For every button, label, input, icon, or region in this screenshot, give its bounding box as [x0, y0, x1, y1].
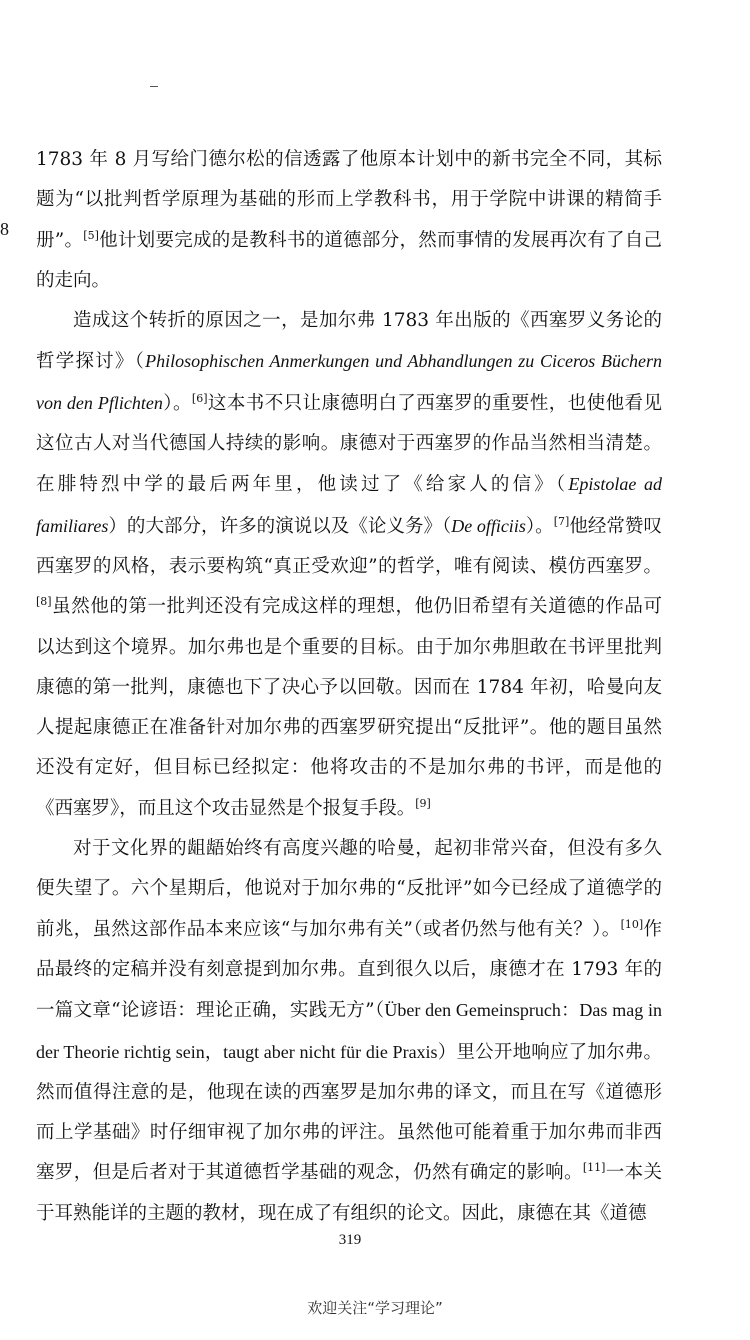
text-run: ）里公开地响应了加尔弗。然而值得注意的是，他现在读的西塞罗是加尔弗的译文，而且在写《道德形而上学基础》时仔细审视了加尔弗的评注。虽然他可能着重于加尔弗而非西塞罗，但是后者对于其道德哲学基础的观念，仍然有确定的影响。 — [36, 1041, 662, 1184]
text-run: 造成这个转折的原因之一，是加尔弗 1783 年出版的《西塞罗义务论的哲学探讨》（ — [36, 310, 662, 373]
body-text — [36, 140, 662, 1234]
latin-title: Epistolae ad familiares — [36, 474, 662, 536]
text-run: 1783 年 8 月写给门德尔松的信透露了他原本计划中的新书完全不同，其标题为“以批判哲学原理为基础的形而上学教科书，用于学院中讲课的精简手册”。 — [36, 149, 662, 251]
german-title: Über den Gemeinspruch：Das mag in der Theorie richtig sein，taugt aber nicht für die Praxis — [36, 1000, 662, 1062]
footnote-ref-10: [10] — [620, 917, 644, 931]
paragraph-1 — [36, 140, 662, 301]
paragraph-2 — [36, 301, 662, 829]
text-run: 这本书不只让康德明白了西塞罗的重要性，也使他看见这位古人对当代德国人持续的影响。康德对于西塞罗的作品当然相当清楚。在腓特烈中学的最后两年里，他读过了《给家人的信》（ — [36, 392, 662, 496]
footnote-ref-7: [7] — [553, 514, 570, 528]
footer-watermark: 欢迎关注“学习理论” — [307, 1299, 443, 1317]
page-number: 319 — [338, 1232, 362, 1248]
text-run: 虽然他的第一批判还没有完成这样的理想，他仍旧希望有关道德的作品可以达到这个境界。加尔弗也是个重要的目标。由于加尔弗胆敢在书评里批判康德的第一批判，康德也下了决心予以回敬。因而在 1784 年初，哈曼向友人提起康德正在准备针对加尔弗的西塞罗研究提出“反批评”。他的题目虽然还没有定好，但目标已经拟定：他将攻击的不是加尔弗的书评，而是他的《西塞罗》，而且这个攻击显然是个报复手段。 — [36, 596, 662, 819]
footnote-ref-9: [9] — [415, 796, 431, 810]
text-run: 他经常赞叹西塞罗的风格，表示要构筑“真正受欢迎”的哲学，唯有阅读、模仿西塞罗。 — [36, 515, 662, 577]
text-run: 他计划要完成的是教科书的道德部分，然而事情的发展再次有了自己的走向。 — [36, 229, 662, 291]
latin-title: De officiis — [451, 515, 526, 536]
text-run: ）。 — [525, 515, 554, 537]
text-run: 对于文化界的龃龉始终有高度兴趣的哈曼，起初非常兴奋，但没有多久便失望了。六个星期后，他说对于加尔弗的“反批评”如今已经成了道德学的前兆，虽然这部作品本来应该“与加尔弗有关”（或者仍然与他有关？）。 — [36, 838, 662, 940]
paragraph-3 — [36, 829, 662, 1234]
footnote-ref-8: [8] — [36, 595, 52, 609]
footnote-ref-5: [5] — [83, 228, 99, 242]
scan-mark — [150, 86, 158, 87]
latin-title: Philosophischen Anmerkungen und Abhandlungen zu Ciceros Büchern von den Pflichten — [36, 351, 662, 413]
text-run: 作品最终的定稿并没有刻意提到加尔弗。直到很久以后，康德才在 1793 年的一篇文章“论谚语：理论正确，实践无方”（ — [36, 918, 662, 1022]
footnote-ref-11: [11] — [582, 1161, 606, 1175]
footnote-ref-6: [6] — [191, 391, 208, 405]
text-run: ）。 — [162, 392, 192, 414]
margin-number: 8 — [0, 219, 9, 239]
text-run: 一本关于耳熟能详的主题的教材，现在成了有组织的论文。因此，康德在其《道德 — [36, 1162, 662, 1224]
text-run: ）的大部分，许多的演说以及《论义务》（ — [108, 515, 452, 537]
